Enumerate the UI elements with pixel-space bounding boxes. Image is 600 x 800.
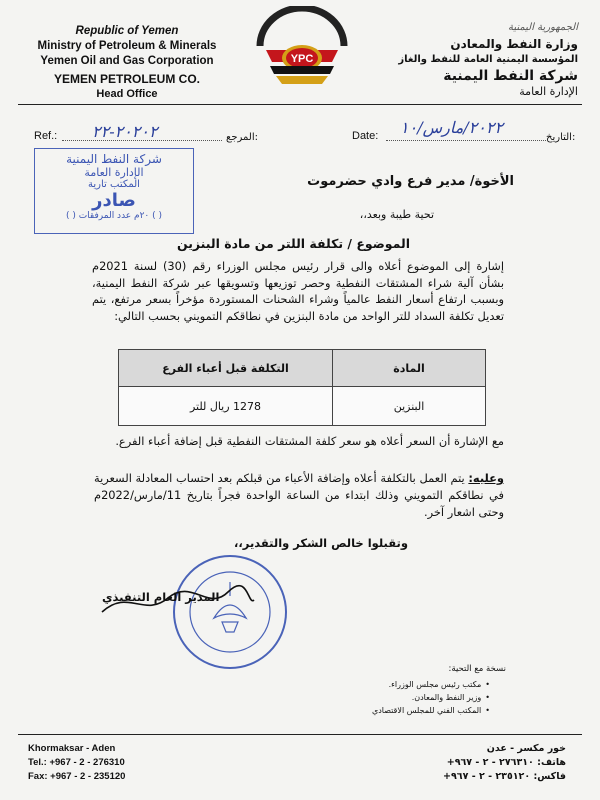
date-value: ٢٠٢٢/مارس/١٠ — [400, 118, 504, 137]
list-item: • المكتب الفني للمجلس الاقتصادي — [372, 704, 490, 717]
header-divider — [18, 104, 582, 105]
date-dotted-line — [386, 140, 546, 141]
copies-list — [372, 678, 490, 717]
cost-table — [118, 349, 486, 426]
footer-en-fax: Fax: +967 - 2 - 235120 — [28, 771, 126, 782]
closing-line: وتقبلوا خالص الشكر والتقدير،، — [234, 536, 408, 550]
date-label-en: Date: — [352, 130, 379, 142]
list-item: • وزير النفط والمعادن. — [372, 691, 490, 704]
header-ar-corporation: المؤسسة اليمنية العامة للنفط والغاز — [398, 54, 578, 65]
date-label-ar: التاريخ: — [546, 132, 576, 143]
stamp-attachments: ( ) ٢٠م عدد المرفقات ( ) — [65, 211, 163, 221]
instruction-text: يتم العمل بالتكلفة أعلاه وإضافة الأعباء من قبلكم بعد احتساب المعادلة السعرية في نطاقكم التمويني وذلك ابتداء من الساعة الواحدة فجراً بتاريخ 11/مارس/2022م وحتى اشعار آخر. — [94, 471, 504, 519]
header-ar-ministry: وزارة النفط والمعادن — [450, 37, 578, 51]
header-english — [22, 24, 232, 102]
addressee: الأخوة/ مدير فرع وادي حضرموت — [307, 174, 514, 189]
reference-value: ٢٠٢٠٢-٢٢ — [92, 122, 158, 141]
footer-ar-fax: فاكس: ٢٣٥١٢٠ - ٢ - ٩٦٧+ — [443, 771, 566, 782]
reference-label-en: Ref.: — [34, 130, 58, 142]
header-ar-republic: الجمهورية اليمنية — [507, 22, 578, 33]
stamp-outgoing: صادر — [92, 190, 136, 211]
footer-en-address: Khormaksar - Aden — [28, 743, 116, 754]
header-en-ministry: Ministry of Petroleum & Minerals — [37, 40, 217, 52]
paragraph-instruction — [94, 470, 504, 521]
table-cell-cost: 1278 ريال للتر — [119, 387, 333, 426]
paragraph-note: مع الإشارة أن السعر أعلاه هو سعر كلفة المشتقات النفطية قبل إضافة أعباء الفرع. — [115, 434, 504, 448]
footer-arabic — [443, 742, 566, 784]
table-row — [119, 387, 486, 426]
header-arabic — [378, 20, 578, 100]
stamp-office: المكتب تارية — [88, 179, 140, 190]
greeting: تحية طيبة وبعد،، — [359, 208, 434, 221]
header-ar-company: شركة النفط اليمنية — [443, 68, 578, 84]
ypc-logo — [246, 6, 358, 90]
reference-label-ar: المرجع: — [226, 132, 259, 143]
signatory-title: المدير العام التنفيذي — [102, 590, 220, 604]
table-header-cost: التكلفة قبل أعباء الفرع — [119, 350, 333, 387]
logo-text: YPC — [290, 53, 314, 65]
header-en-republic: Republic of Yemen — [75, 25, 179, 37]
stamp-admin: الإدارة العامة — [84, 166, 144, 179]
footer-english — [28, 742, 125, 784]
table-header-material: المادة — [333, 350, 486, 387]
header-en-office: Head Office — [96, 88, 158, 100]
outgoing-stamp — [34, 148, 194, 234]
table-cell-material: البنزين — [333, 387, 486, 426]
copies-title: نسخة مع التحية: — [448, 664, 506, 674]
footer-divider — [18, 734, 582, 735]
header-en-corporation: Yemen Oil and Gas Corporation — [40, 55, 214, 67]
table-header-row — [119, 350, 486, 387]
header-en-company: YEMEN PETROLEUM CO. — [53, 72, 200, 86]
header-ar-office: الإدارة العامة — [519, 85, 578, 98]
paragraph-intro: إشارة إلى الموضوع أعلاه والى قرار رئيس مجلس الوزراء رقم (30) لسنة 2021م بشأن آلية شراء المشتقات النفطية وحصر توزيعها وتسويقها عبر شركة النفط اليمنية، وبسبب ارتفاع أسعار النفط عالمياً وشراء الشحنات المستوردة مؤخراً بسعر مرتفع، يتم تعديل تكلفة السداد للتر الواحد من مادة البنزين في نطاقكم التمويني بحسب التالي: — [92, 259, 504, 323]
subject-line: الموضوع / تكلفة اللتر من مادة البنزين — [176, 236, 410, 251]
stamp-company: شركة النفط اليمنية — [66, 152, 162, 166]
instruction-lead: وعليه: — [468, 471, 504, 485]
list-item: • مكتب رئيس مجلس الوزراء. — [372, 678, 490, 691]
footer-en-tel: Tel.: +967 - 2 - 276310 — [28, 757, 125, 768]
footer-ar-tel: هاتف: ٢٧٦٣١٠ - ٢ - ٩٦٧+ — [446, 757, 566, 768]
footer-ar-address: خور مكسر - عدن — [486, 743, 566, 754]
